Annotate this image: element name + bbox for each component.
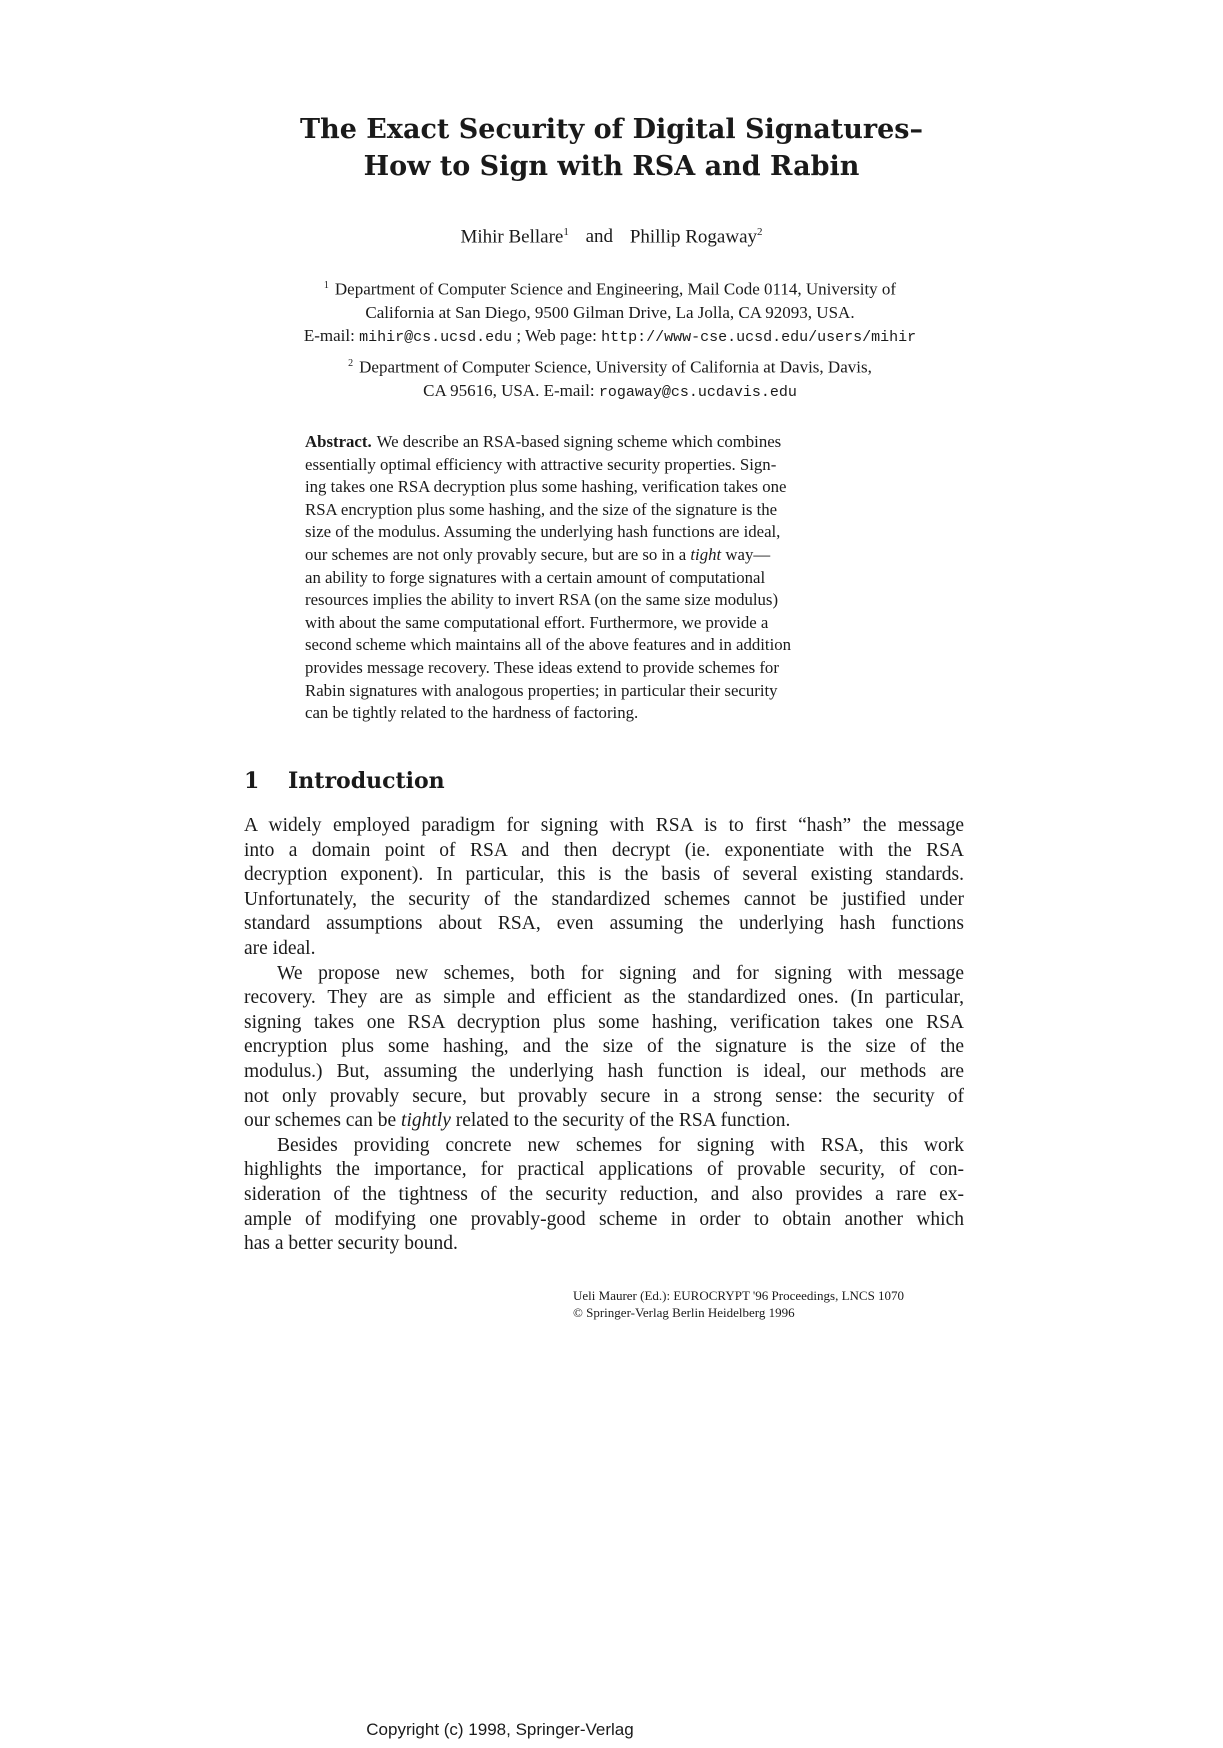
body-line: decryption exponent). In particular, this is the basis of several existing standards.: [244, 864, 964, 886]
body-line: Unfortunately, the security of the standardized schemes cannot be justified under: [244, 888, 964, 910]
abstract-label: Abstract.: [305, 432, 372, 451]
publication-note: [573, 1287, 904, 1321]
affiliation-1-web: http://www-cse.ucsd.edu/users/mihir: [601, 328, 917, 346]
section-title: Introduction: [288, 768, 445, 794]
abstract-line: an ability to forge signatures with a certain amount of computational: [305, 567, 766, 587]
body-line: modulus.) But, assuming the underlying hash function is ideal, our methods are: [244, 1060, 964, 1082]
body-italic-word: tightly: [401, 1110, 451, 1132]
body-line: Besides providing concrete new schemes for signing with RSA, this work: [277, 1134, 964, 1156]
body-line: standard assumptions about RSA, even assuming the underlying hash functions: [244, 913, 964, 935]
affiliation-1-separator: ; Web page:: [516, 325, 597, 345]
paper-title-line-2: How to Sign with RSA and Rabin: [363, 151, 860, 182]
abstract-line: provides message recovery. These ideas extend to provide schemes for: [305, 657, 779, 677]
abstract-italic-word: tight: [690, 544, 722, 564]
affiliation-1: [250, 274, 970, 349]
paper-title-line-1: The Exact Security of Digital Signatures–: [300, 114, 923, 145]
affiliation-1-line-2: California at San Diego, 9500 Gilman Drive, La Jolla, CA 92093, USA.: [365, 302, 855, 322]
affiliation-2: [250, 352, 970, 404]
author-2: Phillip Rogaway: [629, 226, 758, 248]
body-line: encryption plus some hashing, and the size of the signature is the size of the: [244, 1036, 964, 1058]
body-line: not only provably secure, but provably secure in a strong sense: the security of: [244, 1085, 964, 1107]
affiliation-2-line-1: Department of Computer Science, University of California at Davis, Davis,: [359, 357, 872, 377]
author-1: Mihir Bellare: [460, 226, 564, 248]
author-1-mark: 1: [563, 226, 569, 238]
body-line: into a domain point of RSA and then decrypt (ie. exponentiate with the RSA: [244, 839, 964, 861]
abstract-line: resources implies the ability to invert RSA (on the same size modulus): [305, 590, 779, 610]
abstract: [305, 431, 905, 725]
abstract-line: size of the modulus. Assuming the underlying hash functions are ideal,: [305, 522, 781, 542]
abstract-line: Rabin signatures with analogous properties; in particular their security: [305, 680, 778, 700]
body-line: are ideal.: [244, 937, 316, 959]
abstract-line: can be tightly related to the hardness of factoring.: [305, 703, 639, 723]
abstract-line: essentially optimal efficiency with attractive security properties. Sign-: [305, 454, 777, 474]
body-line-tail: related to the security of the RSA function.: [455, 1110, 791, 1132]
body-text: [244, 814, 964, 1257]
authors: [0, 226, 1223, 248]
author-joiner: and: [585, 226, 614, 248]
section-heading: [244, 768, 445, 794]
body-line: highlights the importance, for practical applications of provable security, of con-: [244, 1159, 964, 1181]
affiliation-1-line-1: Department of Computer Science and Engineering, Mail Code 0114, University of: [334, 279, 897, 299]
affiliation-1-email: mihir@cs.ucsd.edu: [359, 328, 513, 346]
body-line: our schemes can be: [244, 1110, 397, 1132]
body-line: A widely employed paradigm for signing with RSA is to first “hash” the message: [244, 815, 964, 836]
affiliation-1-email-label: E-mail:: [303, 325, 355, 345]
affiliation-2-line-2: CA 95616, USA. E-mail:: [423, 380, 595, 400]
publication-note-line-1: Ueli Maurer (Ed.): EUROCRYPT '96 Proceedings, LNCS 1070: [573, 1288, 905, 1303]
abstract-line: second scheme which maintains all of the above features and in addition: [305, 635, 792, 655]
body-line: recovery. They are as simple and efficient as the standardized ones. (In particular,: [244, 987, 964, 1009]
abstract-line: our schemes are not only provably secure, but are so in a: [305, 544, 687, 564]
author-2-mark: 2: [757, 226, 763, 238]
body-line: sideration of the tightness of the security reduction, and also provides a rare ex-: [244, 1183, 964, 1205]
body-line: has a better security bound.: [244, 1233, 458, 1255]
publication-note-line-2: © Springer-Verlag Berlin Heidelberg 1996: [573, 1305, 795, 1320]
affiliation-2-mark: 2: [348, 358, 354, 369]
abstract-line: with about the same computational effort. Furthermore, we provide a: [305, 612, 769, 632]
body-line: We propose new schemes, both for signing and for signing with message: [277, 962, 964, 984]
abstract-line: We describe an RSA-based signing scheme which combines: [376, 432, 782, 451]
abstract-line: RSA encryption plus some hashing, and the size of the signature is the: [305, 499, 778, 519]
body-line: ample of modifying one provably-good scheme in order to obtain another which: [244, 1208, 964, 1230]
copyright-footer: Copyright (c) 1998, Springer-Verlag: [366, 1720, 634, 1739]
section-number: 1: [244, 768, 260, 794]
affiliation-2-email: rogaway@cs.ucdavis.edu: [598, 383, 797, 401]
abstract-line-tail: way—: [725, 544, 771, 564]
affiliation-1-mark: 1: [323, 280, 329, 291]
body-line: signing takes one RSA decryption plus some hashing, verification takes one RSA: [244, 1011, 964, 1033]
abstract-line: ing takes one RSA decryption plus some hashing, verification takes one: [305, 477, 787, 497]
